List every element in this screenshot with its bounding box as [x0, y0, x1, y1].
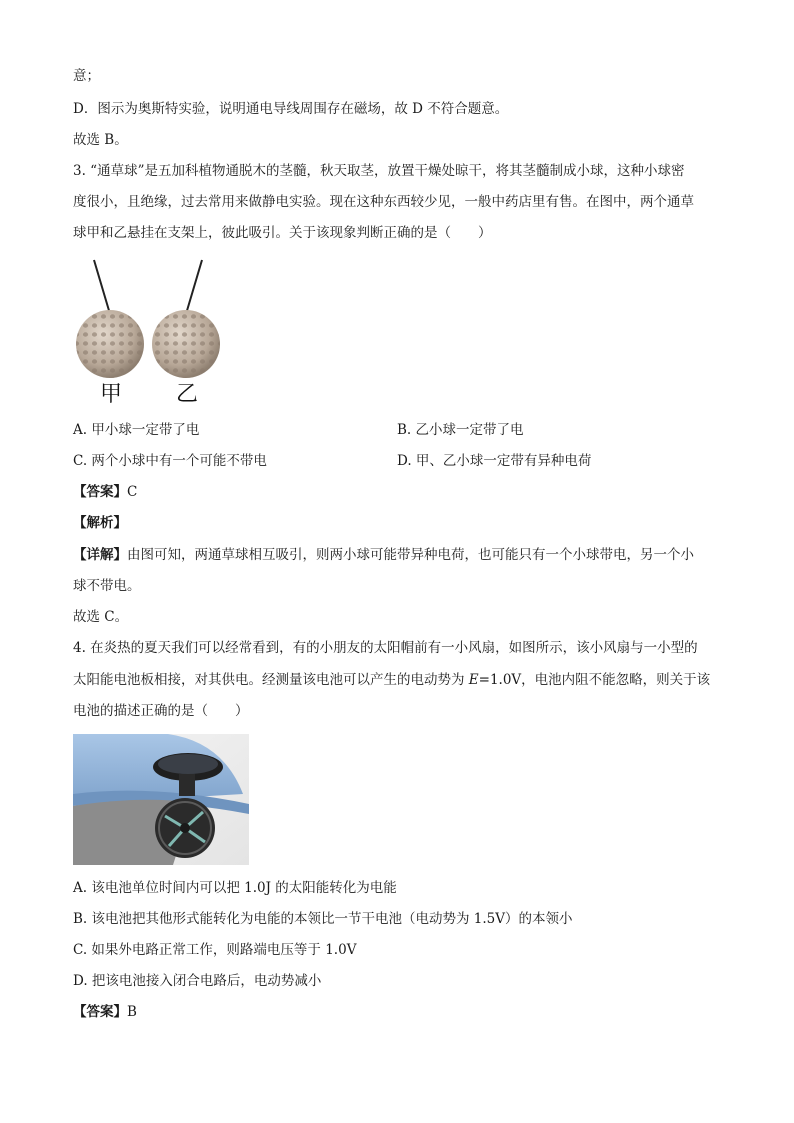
q4-option-c: C. 如果外电路正常工作，则路端电压等于 1.0V: [73, 942, 357, 958]
q4-option-b: B. 该电池把其他形式能转化为电能的本领比一节干电池（电动势为 1.5V）的本领小: [73, 911, 573, 927]
q3-analysis-label: 【解析】: [73, 515, 127, 531]
pith-balls-figure: [72, 258, 232, 408]
q4-answer: [73, 1002, 137, 1022]
q4-option-a: A. 该电池单位时间内可以把 1.0J 的太阳能转化为电能: [73, 880, 397, 896]
q3-text-line2: 度很小，且绝缘，过去常用来做静电实验。现在这种东西较少见，一般中药店里有售。在图中，两个通草: [73, 194, 694, 210]
label-yi: 乙: [176, 382, 199, 407]
q4-text-line2-pre: 太阳能电池板相接，对其供电。经测量该电池可以产生的电动势为: [73, 672, 469, 688]
prev-line-end: 意；: [73, 68, 100, 84]
q3-answer: [73, 482, 137, 502]
q3-text-line3: 球甲和乙悬挂在支架上，彼此吸引。关于该现象判断正确的是（ ）: [73, 225, 492, 241]
q3-option-c: C. 两个小球中有一个可能不带电: [73, 453, 267, 469]
q4-option-d: D. 把该电池接入闭合电路后，电动势减小: [73, 973, 322, 989]
prev-conclusion: 故选 B。: [73, 132, 128, 148]
q4-text-line3: 电池的描述正确的是（ ）: [73, 703, 249, 719]
q4-text-line1: 4. 在炎热的夏天我们可以经常看到，有的小朋友的太阳帽前有一小风扇，如图所示，该小风扇与一小型的: [73, 640, 698, 656]
prev-option-d: D．图示为奥斯特实验，说明通电导线周围存在磁场，故 D 不符合题意。: [73, 101, 509, 117]
q3-analysis: [73, 513, 127, 533]
q4-text-line2-post: =1.0V，电池内阻不能忽略，则关于该: [478, 672, 711, 688]
q3-option-a: A. 甲小球一定带了电: [73, 422, 200, 438]
q3-detail-text1: 由图可知，两通草球相互吸引，则两小球可能带异种电荷，也可能只有一个小球带电，另一个小: [127, 547, 694, 563]
q3-text-line1: 3. “通草球”是五加科植物通脱木的茎髓，秋天取茎，放置干燥处晾干，将其茎髓制成小球，这种小球密: [73, 163, 685, 179]
pith-balls-illustration: [72, 258, 232, 408]
solar-fan-cap-illustration: [73, 734, 249, 865]
q3-option-b: B. 乙小球一定带了电: [397, 422, 524, 438]
q4-text-line2: [73, 670, 710, 690]
q3-detail-line1: [73, 545, 694, 565]
q3-option-d: D. 甲、乙小球一定带有异种电荷: [397, 453, 592, 469]
q4-answer-label: 【答案】: [73, 1004, 127, 1020]
q3-answer-value: C: [127, 484, 138, 500]
q3-answer-label: 【答案】: [73, 484, 127, 500]
q3-detail-label: 【详解】: [73, 547, 127, 563]
solar-fan-cap-photo: [73, 734, 249, 865]
ball-yi: [152, 310, 220, 378]
q4-emf-symbol: E: [468, 672, 479, 688]
q3-detail-line2: 球不带电。: [73, 578, 141, 594]
ball-jia: [76, 310, 144, 378]
q4-answer-value: B: [127, 1004, 137, 1020]
q3-conclusion: 故选 C。: [73, 609, 129, 625]
label-jia: 甲: [100, 382, 123, 407]
